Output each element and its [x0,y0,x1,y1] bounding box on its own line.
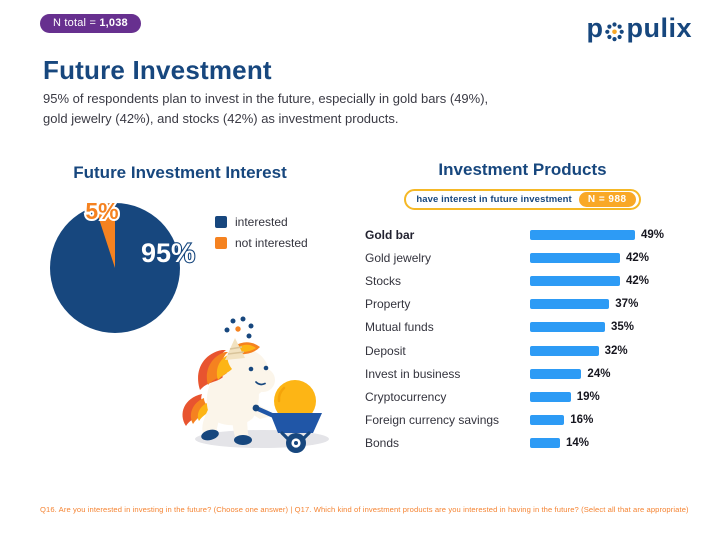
bar-fill [530,415,564,425]
bar-fill [530,369,581,379]
bar-row [365,246,680,269]
pie-label-interested: 95% [140,238,196,268]
bar-value: 42% [626,274,650,287]
pie-chart-title: Future Investment Interest [73,163,287,182]
bar-row [365,223,680,246]
bar-value: 37% [615,298,639,311]
filter-pill-n-badge: N = 988 [579,192,636,207]
bar-label: Bonds [365,436,400,451]
page-subtitle [43,89,488,128]
n-total-label: N total = [53,17,97,29]
bar-label: Gold bar [365,227,415,242]
bar-label: Mutual funds [365,320,434,335]
bar-fill [530,392,571,402]
bar-row [365,316,680,339]
unicorn-mascot-illustration [172,300,344,470]
bar-chart-section [365,160,680,455]
bar-value: 16% [570,414,594,427]
bar-value: 32% [604,344,628,357]
bar-row [365,409,680,432]
bar-label: Stocks [365,273,402,288]
bar-fill [530,438,560,448]
bar-fill [530,322,605,332]
legend-item-interested [215,215,308,229]
populix-logo [586,13,692,44]
bar-label: Cryptocurrency [365,389,447,404]
pie-legend [215,215,308,250]
bar-value: 49% [641,228,665,241]
bar-row [365,293,680,316]
bar-value: 14% [566,437,590,450]
subtitle-line-2: gold jewelry (42%), and stocks (42%) as investment products. [43,110,399,126]
pie-label-not-interested: 5% [85,198,119,224]
bar-label: Deposit [365,343,406,358]
page-title: Future Investment [43,55,272,85]
legend-item-not-interested [215,236,308,250]
filter-pill [404,189,640,210]
legend-swatch-interested [215,216,227,228]
filter-pill-row [365,189,680,210]
filter-pill-text: have interest in future investment [416,194,572,205]
logo-text-prefix: p [586,13,604,43]
legend-label-interested: interested [235,215,288,229]
n-total-value: 1,038 [99,17,128,29]
bar-rows [365,223,680,455]
legend-swatch-not-interested [215,237,227,249]
n-total-badge [40,14,141,33]
footnote: Q16. Are you interested in investing in the future? (Choose one answer) | Q17. Which kind of investment products are you interested in having in the future? (Select all that are appropriate) [40,505,689,514]
sparkle-dots-icon [225,317,254,339]
bar-chart-title: Investment Products [438,160,607,179]
bar-row [365,269,680,292]
bar-row [365,362,680,385]
bar-label: Invest in business [365,366,461,381]
bar-value: 24% [587,367,611,380]
bar-label: Gold jewelry [365,250,432,265]
bar-row [365,385,680,408]
logo-text-suffix: pulix [626,13,692,43]
bar-row [365,432,680,455]
subtitle-line-1: 95% of respondents plan to invest in the future, especially in gold bars (49%), [43,91,489,106]
legend-label-not-interested: not interested [235,236,308,250]
bar-fill [530,346,599,356]
bar-fill [530,230,635,240]
bar-fill [530,253,620,263]
bar-fill [530,276,620,286]
bar-label: Property [365,297,411,312]
bar-value: 19% [576,390,600,403]
bar-value: 42% [626,251,650,264]
bar-row [365,339,680,362]
bar-value: 35% [611,321,635,334]
bar-fill [530,299,609,309]
logo-dot-o-icon [604,21,625,43]
bar-label: Foreign currency savings [365,413,500,428]
